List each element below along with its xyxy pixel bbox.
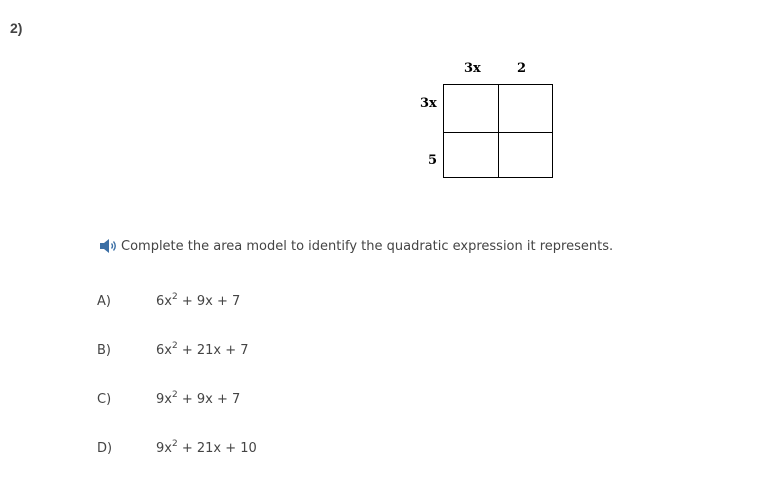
grid-cell-top-left[interactable] bbox=[443, 84, 499, 133]
choice-expression: $9x^2 + 9x + 7$ bbox=[156, 389, 241, 407]
choice-expression: $9x^2 + 21x + 10$ bbox=[156, 438, 257, 456]
grid-cell-top-right[interactable] bbox=[498, 84, 553, 133]
choice-letter: D) bbox=[97, 441, 113, 456]
choice-letter: C) bbox=[97, 392, 112, 407]
area-grid bbox=[443, 84, 552, 177]
row-label-2: 5 bbox=[428, 153, 438, 168]
question-number: 2) bbox=[10, 20, 23, 36]
area-model bbox=[0, 0, 758, 200]
choice-letter: B) bbox=[97, 343, 111, 358]
choice-expression: $6x^2 + 21x + 7$ bbox=[156, 340, 249, 358]
prompt-text: Complete the area model to identify the quadratic expression it represents. bbox=[121, 238, 614, 254]
choice-letter: A) bbox=[97, 294, 111, 309]
column-label-1: 3x bbox=[464, 61, 481, 76]
grid-cell-bottom-right[interactable] bbox=[498, 132, 553, 178]
speaker-icon[interactable] bbox=[98, 238, 118, 254]
row-label-1: 3x bbox=[420, 96, 437, 111]
column-label-2: 2 bbox=[517, 61, 527, 76]
choice-expression: $6x^2 + 9x + 7$ bbox=[156, 291, 241, 309]
grid-cell-bottom-left[interactable] bbox=[443, 132, 499, 178]
question-prompt bbox=[98, 238, 613, 254]
